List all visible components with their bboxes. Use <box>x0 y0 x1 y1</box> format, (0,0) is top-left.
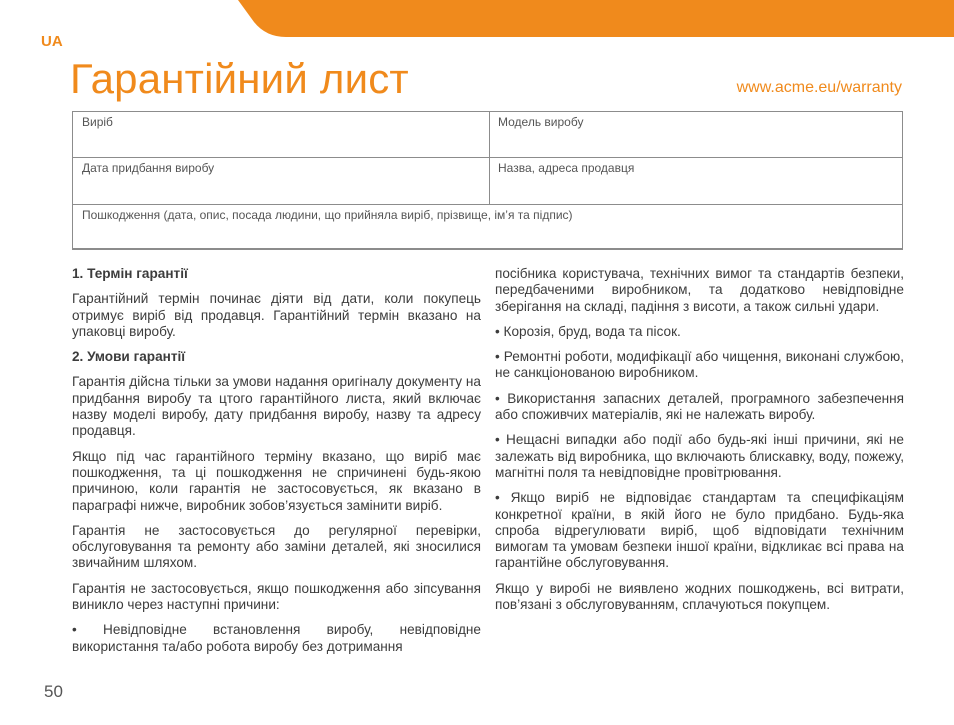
page-title: Гарантійний лист <box>70 55 409 102</box>
bullet-item-6: • Якщо виріб не відповідає стандартам та специфікаціям конкретної країни, в якій його не було придбано. Будь-яка спроба відрегулювати виріб, щоб відповідати технічним вимогам та умовам безпеки іншої країни, відкликає всі права на гарантійне обслуговування. <box>495 490 904 571</box>
form-label-damage: Пошкодження (дата, опис, посада людини, що прийняла виріб, прізвище, ім’я та підпис) <box>82 208 573 222</box>
warranty-form <box>72 111 903 250</box>
bullet-item-4: • Використання запасних деталей, програмного забезпечення або споживчих матеріалів, які не належать виробу. <box>495 390 904 423</box>
form-field-seller[interactable] <box>490 158 902 205</box>
bullet-item-1: • Невідповідне встановлення виробу, невідповідне використання та/або робота виробу без дотримання <box>72 622 481 654</box>
form-label-seller: Назва, адреса продавця <box>498 161 635 175</box>
section-1-paragraph: Гарантійний термін починає діяти від дати, коли покупець отримує виріб від продавця. Гарантійний термін вказано на упаковці виробу. <box>72 291 481 339</box>
form-field-purchase-date[interactable] <box>73 158 490 205</box>
form-field-product[interactable] <box>73 112 490 158</box>
bullet-item-3: • Ремонтні роботи, модифікації або чищення, виконані службою, не санкціонованою виробником. <box>495 349 904 381</box>
bullet-item-5: • Нещасні випадки або події або будь-які інші причини, які не залежать від виробника, що включають блискавку, воду, пожежу, магнітні поля та невідповідне провітрювання. <box>495 432 904 480</box>
closing-paragraph: Якщо у виробі не виявлено жодних пошкоджень, всі витрати, пов’язані з обслуговуванням, сплачуються покупцем. <box>495 580 904 613</box>
bullet-item-1-continued: посібника користувача, технічних вимог та стандартів безпеки, передбаченими виробником, та додатково невідповідне зберігання на складі, падіння з висоти, а також сильні удари. <box>495 266 904 314</box>
form-label-purchase-date: Дата придбання виробу <box>82 161 215 175</box>
orange-band-shape <box>238 0 954 37</box>
section-2-heading: 2. Умови гарантії <box>72 349 186 365</box>
section-2-paragraph-2: Якщо під час гарантійного терміну вказано, що виріб має пошкодження, та ці пошкодження не спричинені будь-якою причиною, коли гарантія не застосовується, як вказано в параграфі нижче, виробник зобов’язується замінити виріб. <box>72 448 481 513</box>
section-2-paragraph-1: Гарантія дійсна тільки за умови надання оригіналу документу на придбання виробу та цтого гарантійного листа, який включає назву моделі виробу, дату придбання виробу, назву та адресу продавця. <box>72 374 481 439</box>
form-field-model[interactable] <box>490 112 902 158</box>
header-orange-band <box>0 0 954 40</box>
section-2-paragraph-4: Гарантія не застосовується, якщо пошкодження або зіпсування виникло через наступні причини: <box>72 580 481 613</box>
page-number: 50 <box>44 682 63 701</box>
section-2-paragraph-3: Гарантія не застосовується до регулярної перевірки, обслуговування та ремонту або заміни деталей, які зносилися звичайним шляхом. <box>72 522 481 571</box>
warranty-url[interactable]: www.acme.eu/warranty <box>736 79 902 96</box>
form-field-damage[interactable] <box>73 205 902 249</box>
language-code: UA <box>41 33 63 50</box>
section-1-heading: 1. Термін гарантії <box>72 266 188 281</box>
form-label-model: Модель виробу <box>498 115 584 129</box>
right-column <box>495 266 904 622</box>
left-column <box>72 266 481 664</box>
bullet-item-2: • Корозія, бруд, вода та пісок. <box>495 323 681 339</box>
form-label-product: Виріб <box>82 115 113 129</box>
